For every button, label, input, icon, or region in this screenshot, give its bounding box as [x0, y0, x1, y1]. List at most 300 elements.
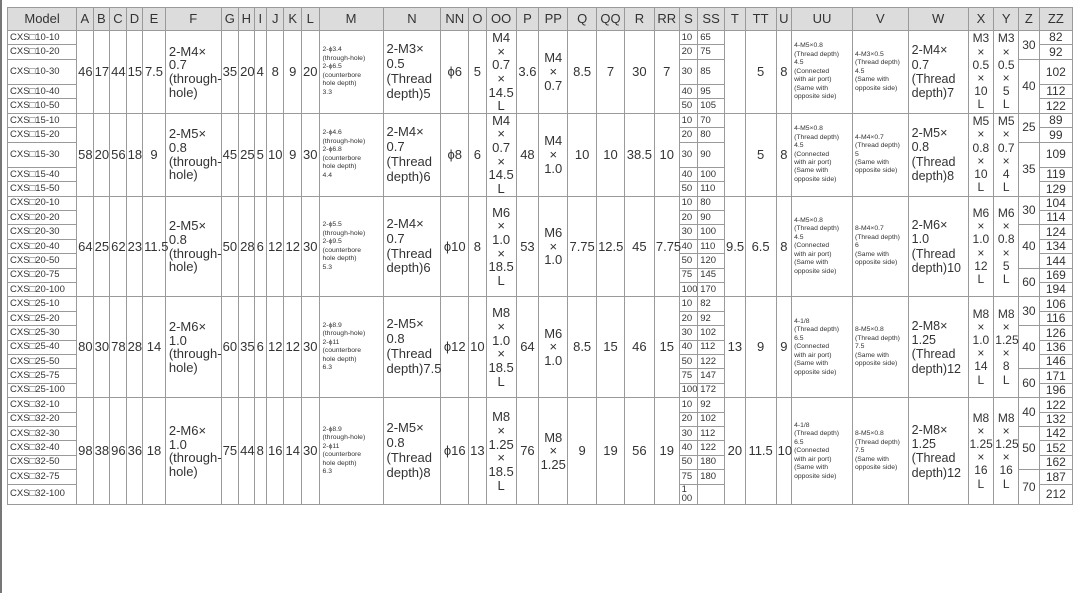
- cell-g-text: 60: [222, 339, 238, 355]
- cell-s: [679, 297, 698, 311]
- cell-i: [254, 398, 266, 505]
- cell-ss: [698, 283, 725, 297]
- cell-c-text: 44: [111, 64, 126, 80]
- cell-t: [725, 398, 746, 505]
- cell-nn: [441, 398, 469, 505]
- cell-h-text: 44: [240, 443, 255, 459]
- cell-zz-text: 109: [1045, 147, 1066, 162]
- cell-d-text: 15: [127, 64, 143, 80]
- cell-ss: [698, 225, 725, 239]
- cell-n-text: 2-M5× 0.8 (Thread depth)7.5: [386, 316, 442, 377]
- cell-j: [266, 398, 284, 505]
- cell-s: [679, 142, 698, 167]
- cell-s-text: 20: [681, 46, 693, 58]
- cell-oo: [486, 31, 516, 114]
- cell-q-text: 7.75: [569, 238, 595, 254]
- cell-zz: [1039, 225, 1072, 239]
- cell-qq: [597, 297, 625, 398]
- cell-c: [110, 398, 127, 505]
- cell-l: [302, 297, 320, 398]
- cell-s-text: 100: [681, 283, 698, 295]
- cell-zz: [1039, 441, 1072, 455]
- cell-s: [679, 268, 698, 282]
- cell-ss: [698, 426, 725, 440]
- cell-p-text: 3.6: [518, 64, 537, 80]
- cell-w: [908, 196, 968, 297]
- cell-d-text: 18: [127, 146, 143, 162]
- cell-pp: [539, 31, 568, 114]
- cell-d-text: 28: [127, 339, 143, 355]
- cell-s: [679, 225, 698, 239]
- cell-s-text: 20: [681, 128, 693, 140]
- cell-m-text: 2-ϕ8.9 (through-hole) 2-ϕ11 (counterbore hole depth) 6.3: [322, 425, 366, 476]
- header-cell-o: O: [469, 8, 487, 31]
- cell-n: [383, 398, 441, 505]
- cell-ss: [698, 470, 725, 484]
- cell-w-text: 2-M8× 1.25 (Thread depth)12: [911, 422, 962, 480]
- header-cell-r: R: [624, 8, 654, 31]
- cell-d: [126, 31, 143, 114]
- cell-zz: [1039, 470, 1072, 484]
- cell-ss: [698, 239, 725, 253]
- cell-oo: [486, 398, 516, 505]
- cell-s: [679, 470, 698, 484]
- header-cell-tt: TT: [745, 8, 776, 31]
- cell-v: [852, 297, 908, 398]
- cell-ss: [698, 99, 725, 113]
- cell-a: [77, 297, 94, 398]
- cell-zz-text: 152: [1045, 440, 1066, 455]
- cell-uu-text: 4-1/8 (Thread depth) 6.5 (Connected with air port) (Same with opposite side): [794, 317, 840, 376]
- cell-v-text: 4-M3×0.5 (Thread depth) 4.5 (Same with opposite side): [854, 50, 900, 92]
- cell-y-text: M6 × 0.8 × 5 L: [997, 205, 1015, 286]
- cell-zz-text: 104: [1045, 196, 1066, 211]
- cell-z-text: 40: [1022, 79, 1036, 94]
- cell-oo: [486, 196, 516, 297]
- header-cell-uu: UU: [792, 8, 853, 31]
- cell-pp-text: M4 × 0.7: [544, 50, 563, 93]
- cell-zz-text: 124: [1045, 224, 1066, 239]
- model-cell: [8, 99, 77, 113]
- cell-e: [143, 196, 169, 297]
- cell-s-text: 40: [681, 442, 693, 454]
- cell-f: [165, 398, 221, 505]
- cell-tt-text: 5: [757, 64, 765, 80]
- cell-p-text: 53: [520, 238, 535, 254]
- cell-z: [1019, 369, 1040, 398]
- cell-s-text: 20: [681, 211, 693, 223]
- cell-t-text: 13: [727, 339, 743, 355]
- cell-zz-text: 142: [1045, 426, 1066, 441]
- cell-t: [725, 113, 746, 196]
- model-cell-text: CXS□20-50: [10, 254, 60, 266]
- cell-zz-text: 92: [1049, 44, 1063, 59]
- cell-zz-text: 106: [1045, 296, 1066, 311]
- model-cell: [8, 182, 77, 196]
- cell-s-text: 75: [681, 470, 693, 482]
- cell-v: [852, 196, 908, 297]
- cell-j: [266, 31, 284, 114]
- cell-z: [1019, 470, 1040, 505]
- cell-uu-text: 4-M5×0.8 (Thread depth) 4.5 (Connected with air port) (Same with opposite side): [794, 125, 840, 183]
- cell-j: [266, 297, 284, 398]
- cell-s-text: 10: [681, 298, 693, 310]
- cell-b-text: 30: [94, 339, 110, 355]
- model-cell: [8, 412, 77, 426]
- table-body: [8, 31, 1073, 505]
- cell-c-text: 56: [111, 146, 126, 162]
- cell-oo: [486, 297, 516, 398]
- cell-q: [568, 196, 597, 297]
- cell-nn: [441, 113, 469, 196]
- cell-zz-text: 212: [1045, 487, 1066, 502]
- cell-z-text: 30: [1022, 203, 1036, 218]
- cell-i: [254, 31, 266, 114]
- cell-z: [1019, 196, 1040, 225]
- cell-s: [679, 254, 698, 268]
- cell-k-text: 9: [289, 146, 297, 162]
- cell-nn-text: ϕ16: [443, 443, 466, 459]
- cell-i-text: 5: [256, 146, 264, 162]
- cell-c-text: 62: [111, 238, 126, 254]
- cell-pp-text: M6 × 1.0: [544, 225, 563, 268]
- cell-k-text: 9: [289, 64, 297, 80]
- cell-pp-text: M6 × 1.0: [544, 325, 563, 369]
- header-cell-qq: QQ: [597, 8, 625, 31]
- header-cell-d: D: [126, 8, 143, 31]
- cell-zz: [1039, 398, 1072, 412]
- cell-uu: [792, 113, 853, 196]
- cell-m-text: 2-ϕ8.9 (through-hole) 2-ϕ11 (counterbore hole depth) 6.3: [322, 321, 366, 372]
- cell-s: [679, 398, 698, 412]
- header-cell-nn: NN: [441, 8, 469, 31]
- cell-b: [93, 297, 110, 398]
- model-cell-text: CXS□15-10: [10, 114, 60, 126]
- cell-f: [165, 31, 221, 114]
- cell-zz-text: 102: [1045, 64, 1066, 79]
- cell-f-text: 2-M5× 0.8 (through- hole): [168, 218, 222, 275]
- cell-k-text: 14: [285, 443, 300, 459]
- cell-ss: [698, 128, 725, 142]
- cell-ss-text: 170: [700, 283, 717, 295]
- cell-ss-text: 80: [700, 197, 711, 209]
- cell-s-text: 100: [681, 384, 698, 396]
- model-cell: [8, 354, 77, 368]
- cell-ss: [698, 383, 725, 397]
- model-cell: [8, 268, 77, 282]
- cell-z: [1019, 398, 1040, 427]
- cell-j-text: 10: [267, 146, 283, 162]
- cell-oo: [486, 113, 516, 196]
- cell-k: [284, 398, 302, 505]
- cell-zz-text: 144: [1045, 253, 1066, 268]
- cell-g-text: 75: [222, 443, 238, 459]
- cell-ss-text: 122: [700, 442, 717, 454]
- cell-rr: [654, 113, 679, 196]
- cell-b-text: 38: [94, 443, 110, 459]
- cell-s-text: 30: [681, 326, 693, 338]
- cell-rr-text: 10: [659, 146, 674, 162]
- cell-t: [725, 297, 746, 398]
- model-cell-text: CXS□10-40: [10, 85, 60, 97]
- cell-s: [679, 283, 698, 297]
- model-cell: [8, 167, 77, 181]
- cell-ss-text: 112: [700, 427, 716, 439]
- cell-ss: [698, 441, 725, 455]
- cell-ss: [698, 254, 725, 268]
- cell-e-text: 11.5: [144, 238, 169, 254]
- cell-ss: [698, 340, 725, 354]
- cell-zz: [1039, 196, 1072, 210]
- cell-zz-text: 162: [1045, 455, 1066, 470]
- cell-zz-text: 129: [1045, 181, 1066, 196]
- cell-q: [568, 297, 597, 398]
- header-cell-w: W: [908, 8, 968, 31]
- cell-y: [994, 297, 1019, 398]
- cell-tt-text: 9: [757, 339, 765, 355]
- cell-tt: [745, 297, 776, 398]
- header-cell-model: Model: [8, 8, 77, 31]
- cell-x-text: M3 × 0.5 × 10 L: [972, 31, 990, 112]
- cell-r-text: 45: [632, 238, 647, 254]
- cell-uu-text: 4-M5×0.8 (Thread depth) 4.5 (Connected with air port) (Same with opposite side): [794, 42, 840, 101]
- cell-g-text: 45: [222, 146, 238, 162]
- cell-q-text: 10: [574, 146, 590, 162]
- cell-uu-text: 4-M5×0.8 (Thread depth) 4.5 (Connected with air port) (Same with opposite side): [794, 216, 840, 275]
- cell-ss-text: 147: [700, 370, 717, 382]
- cell-q-text: 9: [578, 443, 586, 459]
- cell-e-text: 9: [150, 146, 158, 162]
- cell-qq: [597, 113, 625, 196]
- cell-ss: [698, 354, 725, 368]
- model-cell: [8, 426, 77, 440]
- table-row: [8, 196, 1073, 210]
- cell-ss-text: 120: [700, 254, 717, 266]
- table-row: [8, 398, 1073, 412]
- cell-nn-text: ϕ6: [447, 64, 462, 80]
- cell-x: [968, 297, 994, 398]
- cell-ss: [698, 398, 725, 412]
- cell-m: [319, 297, 383, 398]
- cell-f-text: 2-M4× 0.7 (through- hole): [168, 43, 222, 100]
- cell-ss-text: 92: [700, 312, 711, 324]
- model-cell-text: CXS□15-30: [10, 148, 60, 160]
- cell-m: [319, 31, 383, 114]
- cell-g-text: 50: [222, 238, 238, 254]
- cell-pp-text: M8 × 1.25: [540, 429, 566, 473]
- cell-n-text: 2-M4× 0.7 (Thread depth)6: [386, 123, 433, 184]
- cell-zz-text: 171: [1045, 368, 1066, 383]
- cell-s-text: 75: [681, 370, 693, 382]
- cell-s: [679, 426, 698, 440]
- cell-x: [968, 31, 994, 114]
- cell-z-text: 40: [1022, 404, 1036, 419]
- cell-o-text: 6: [473, 146, 482, 162]
- cell-z-text: 40: [1022, 339, 1036, 354]
- cell-j-text: 16: [267, 443, 283, 459]
- cell-d-text: 23: [127, 238, 143, 254]
- cell-pp: [539, 196, 568, 297]
- cell-d-text: 36: [127, 443, 143, 459]
- cell-zz: [1039, 412, 1072, 426]
- cell-ss: [698, 297, 725, 311]
- cell-i: [254, 297, 266, 398]
- header-cell-g: G: [221, 8, 239, 31]
- cell-s-text: 50: [681, 100, 693, 112]
- cell-rr: [654, 398, 679, 505]
- cell-zz: [1039, 59, 1072, 84]
- cell-l: [302, 31, 320, 114]
- model-cell-text: CXS□25-50: [10, 355, 60, 367]
- cell-s: [679, 59, 698, 84]
- cell-z: [1019, 59, 1040, 113]
- cell-c: [110, 196, 127, 297]
- cell-s-text: 10: [681, 197, 693, 209]
- cell-ss: [698, 211, 725, 225]
- cell-s: [679, 31, 698, 45]
- cell-v-text: 4-M4×0.7 (Thread depth) 5 (Same with opposite side): [854, 133, 900, 175]
- cell-z-text: 25: [1022, 120, 1036, 135]
- cell-s-text: 1 00: [681, 483, 693, 505]
- cell-ss-text: 110: [700, 240, 716, 252]
- cell-s: [679, 85, 698, 99]
- model-cell: [8, 211, 77, 225]
- cell-ss-text: 110: [700, 183, 716, 194]
- cell-zz-text: 146: [1045, 354, 1066, 369]
- cell-s: [679, 239, 698, 253]
- cell-s: [679, 167, 698, 181]
- cell-zz: [1039, 99, 1072, 113]
- model-cell-text: CXS□15-20: [10, 128, 60, 140]
- header-cell-p: P: [516, 8, 539, 31]
- cell-v: [852, 113, 908, 196]
- cell-s: [679, 484, 698, 505]
- cell-zz-text: 134: [1045, 239, 1066, 254]
- cell-g: [221, 196, 239, 297]
- cell-ss-text: 90: [700, 148, 711, 160]
- cell-t-text: 20: [727, 443, 743, 459]
- cell-oo-text: M8 × 1.0 × 18.5 L: [488, 305, 514, 389]
- cell-ss-text: 90: [700, 211, 711, 223]
- cell-p: [516, 297, 539, 398]
- cell-p-text: 64: [520, 339, 535, 355]
- cell-t: [725, 31, 746, 114]
- cell-a: [77, 398, 94, 505]
- cell-zz: [1039, 45, 1072, 59]
- model-cell: [8, 455, 77, 469]
- cell-h: [239, 398, 254, 505]
- header-cell-s: S: [679, 8, 698, 31]
- model-cell: [8, 340, 77, 354]
- cell-j-text: 8: [271, 64, 279, 80]
- cell-ss-text: 82: [700, 298, 711, 310]
- cell-z-text: 30: [1022, 37, 1036, 52]
- model-cell-text: CXS□20-30: [10, 226, 60, 238]
- cell-o-text: 13: [470, 443, 485, 459]
- cell-ss-text: 75: [700, 46, 711, 58]
- model-cell: [8, 398, 77, 412]
- cell-l-text: 30: [303, 339, 318, 355]
- model-cell-text: CXS□20-40: [10, 240, 60, 252]
- cell-ss-text: 92: [700, 398, 711, 410]
- cell-s: [679, 211, 698, 225]
- cell-c: [110, 297, 127, 398]
- cell-x-text: M6 × 1.0 × 12 L: [972, 205, 990, 286]
- cell-ss: [698, 45, 725, 59]
- cell-w-text: 2-M4× 0.7 (Thread depth)7: [911, 43, 956, 101]
- cell-zz-text: 99: [1049, 127, 1063, 142]
- cell-f: [165, 196, 221, 297]
- cell-oo-text: M4 × 0.7 × 14.5 L: [488, 112, 514, 197]
- cell-z: [1019, 142, 1040, 196]
- cell-s-text: 50: [681, 183, 693, 194]
- cell-r-text: 56: [632, 443, 647, 459]
- model-cell-text: CXS□20-100: [10, 283, 65, 295]
- header-cell-e: E: [143, 8, 166, 31]
- model-cell: [8, 128, 77, 142]
- cell-qq-text: 10: [603, 146, 618, 162]
- cell-g: [221, 398, 239, 505]
- cell-h: [239, 31, 254, 114]
- cell-l: [302, 196, 320, 297]
- cell-g: [221, 113, 239, 196]
- model-cell-text: CXS□25-20: [10, 312, 60, 324]
- model-cell-text: CXS□10-50: [10, 100, 60, 112]
- cell-u-text: 10: [777, 443, 793, 459]
- header-cell-oo: OO: [486, 8, 516, 31]
- cell-n: [383, 297, 441, 398]
- cell-qq: [597, 31, 625, 114]
- cell-ss-text: 100: [700, 168, 717, 180]
- cell-zz: [1039, 31, 1072, 45]
- cell-rr-text: 7: [663, 64, 671, 80]
- cell-u: [776, 196, 791, 297]
- header-cell-i: I: [254, 8, 266, 31]
- cell-y-text: M8 × 1.25 × 8 L: [995, 306, 1019, 387]
- cell-w-text: 2-M8× 1.25 (Thread depth)12: [911, 318, 962, 376]
- cell-r-text: 30: [632, 64, 647, 80]
- cell-s-text: 50: [681, 355, 693, 367]
- cell-z-text: 60: [1022, 275, 1036, 290]
- cell-pp: [539, 113, 568, 196]
- cell-k: [284, 196, 302, 297]
- model-cell: [8, 225, 77, 239]
- cell-r: [624, 398, 654, 505]
- cell-f: [165, 113, 221, 196]
- cell-ss-text: 102: [700, 326, 717, 338]
- model-cell-text: CXS□32-100: [10, 488, 65, 500]
- cell-s-text: 30: [681, 65, 693, 77]
- cell-o-text: 10: [470, 339, 485, 355]
- cell-f-text: 2-M6× 1.0 (through- hole): [168, 423, 222, 479]
- cell-tt-text: 5: [757, 146, 765, 162]
- dimensions-table: [7, 7, 1073, 505]
- cell-k-text: 12: [285, 339, 300, 355]
- cell-rr: [654, 31, 679, 114]
- cell-ss: [698, 369, 725, 383]
- cell-i: [254, 196, 266, 297]
- header-cell-l: L: [302, 8, 320, 31]
- cell-ss-text: 105: [700, 100, 717, 112]
- cell-qq-text: 12.5: [598, 238, 624, 254]
- model-cell: [8, 383, 77, 397]
- model-cell-text: CXS□20-10: [10, 197, 60, 209]
- cell-e: [143, 398, 166, 505]
- cell-p: [516, 31, 539, 114]
- cell-zz-text: 116: [1046, 311, 1066, 326]
- cell-s-text: 10: [681, 398, 693, 410]
- cell-b: [93, 113, 110, 196]
